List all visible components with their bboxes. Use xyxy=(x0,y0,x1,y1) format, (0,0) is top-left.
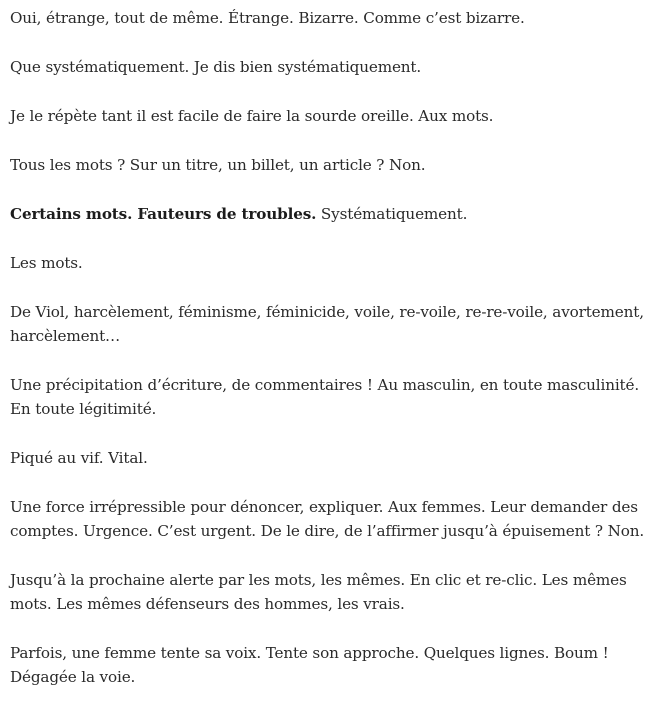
paragraph xyxy=(10,153,653,177)
paragraph-text: Piqué au vif. Vital. xyxy=(10,449,148,467)
paragraph-text: Jusqu’à la prochaine alerte par les mots, les mêmes. En clic et re-clic. Les mêmes mots. Les mêmes défenseurs des hommes, les vrais. xyxy=(10,571,627,613)
paragraph-text: Une précipitation d’écriture, de commentaires ! Au masculin, en toute masculinité. En toute légitimité. xyxy=(10,376,640,418)
paragraph xyxy=(10,300,653,348)
paragraph xyxy=(10,55,653,79)
paragraph xyxy=(10,641,653,689)
paragraph-text: Que systématiquement. Je dis bien systématiquement. xyxy=(10,58,422,76)
paragraph-text: Les mots. xyxy=(10,254,83,272)
paragraph-text: Oui, étrange, tout de même. Étrange. Bizarre. Comme c’est bizarre. xyxy=(10,9,525,27)
paragraph xyxy=(10,6,653,30)
paragraph xyxy=(10,104,653,128)
paragraph-text: Parfois, une femme tente sa voix. Tente son approche. Quelques lignes. Boum ! Dégagée la voie. xyxy=(10,644,609,686)
paragraph-text: Une force irrépressible pour dénoncer, expliquer. Aux femmes. Leur demander des comptes. Urgence. C’est urgent. De le dire, de l’affirmer jusqu’à épuisement ? Non. xyxy=(10,498,645,540)
paragraph-text: Tous les mots ? Sur un titre, un billet, un article ? Non. xyxy=(10,156,426,174)
paragraph-text: Je le répète tant il est facile de faire la sourde oreille. Aux mots. xyxy=(10,107,494,125)
paragraph xyxy=(10,495,653,543)
paragraph xyxy=(10,373,653,421)
paragraph xyxy=(10,251,653,275)
paragraph-text: De Viol, harcèlement, féminisme, féminicide, voile, re-voile, re-re-voile, avortement, harcèlement… xyxy=(10,303,644,345)
paragraph xyxy=(10,446,653,470)
paragraph xyxy=(10,202,653,226)
paragraph xyxy=(10,568,653,616)
paragraph-bold-text: Certains mots. Fauteurs de troubles. xyxy=(10,205,317,223)
paragraph-text: Systématiquement. xyxy=(316,205,468,223)
